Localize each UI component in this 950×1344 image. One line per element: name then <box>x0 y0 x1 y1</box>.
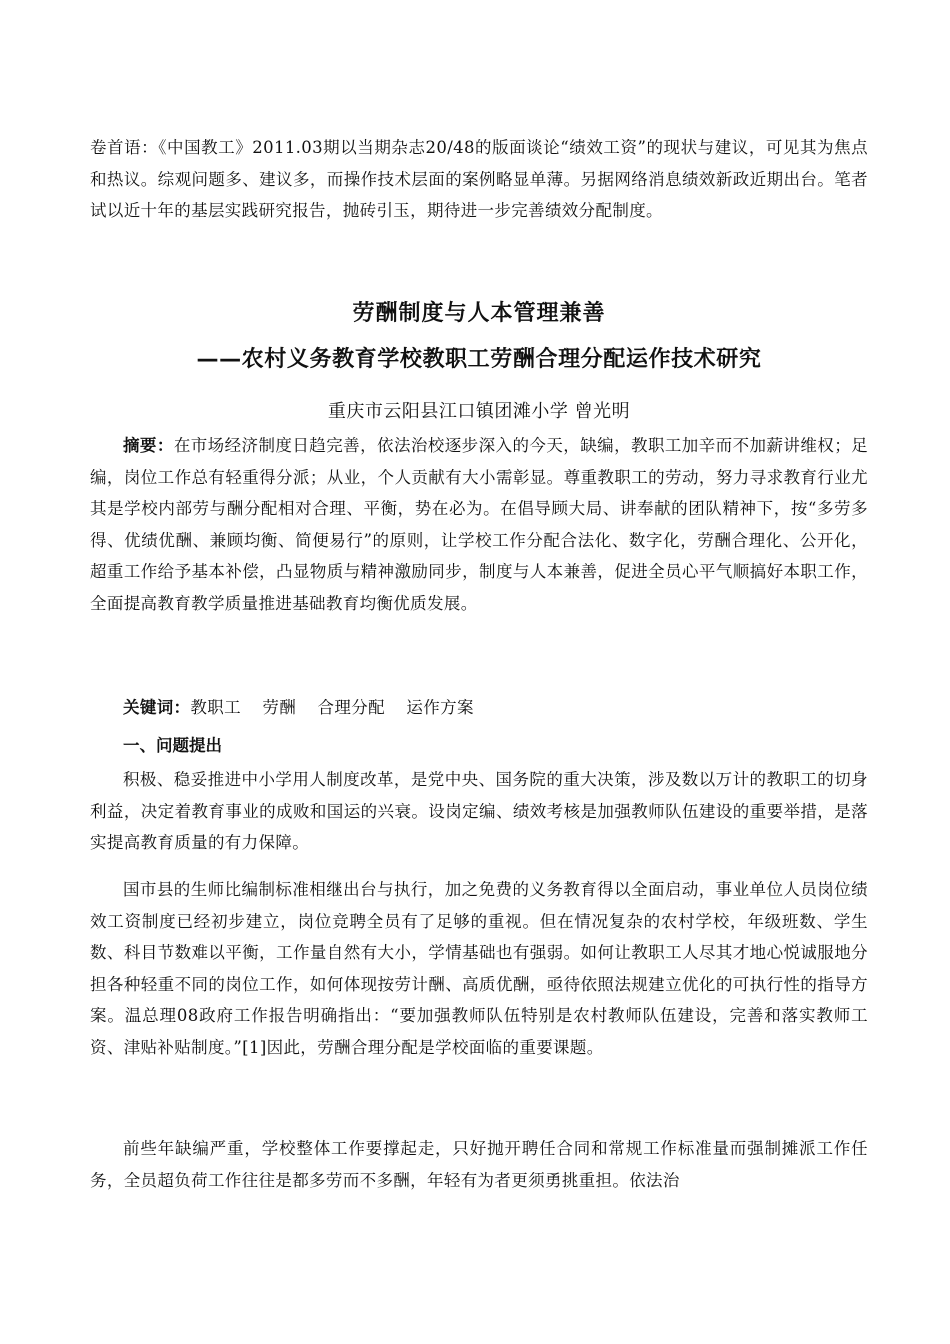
keywords-label: 关键词： <box>123 698 191 717</box>
keyword-item: 教职工 <box>190 698 241 717</box>
keyword-item: 运作方案 <box>406 698 474 717</box>
author-line: 重庆市云阳县江口镇团滩小学 曾光明 <box>327 401 631 422</box>
body-paragraph: 国市县的生师比编制标准相继出台与执行，加之免费的义务教育得以全面启动，事业单位人员岗位绩效工资制度已经初步建立，岗位竞聘全员有了足够的重视。但在情况复杂的农村学校，年级班数、学生数、科目节数难以平衡，工作量自然有大小，学情基础也有强弱。如何让教职工人尽其才地心悦诚服地分担各种轻重不同的岗位工作，如何体现按劳计酬、高质优酬，亟待依照法规建立优化的可执行性的指导方案。温总理08政府工作报告明确指出：“要加强教师队伍特别是农村教师队伍建设，完善和落实教师工资、津贴补贴制度。”[1]因此，劳酬合理分配是学校面临的重要课题。 <box>90 880 868 1057</box>
article-title: 劳酬制度与人本管理兼善 <box>352 301 606 326</box>
body-paragraph: 积极、稳妥推进中小学用人制度改革，是党中央、国务院的重大决策，涉及数以万计的教职工的切身利益，决定着教育事业的成败和国运的兴衰。设岗定编、绩效考核是加强教师队伍建设的重要举措，是落实提高教育质量的有力保障。 <box>90 770 868 852</box>
keyword-item: 劳酬 <box>262 698 297 717</box>
section-heading: 一、问题提出 <box>123 736 222 755</box>
abstract-text: 在市场经济制度日趋完善，依法治校逐步深入的今天，缺编，教职工加辛而不加薪讲维权；足编，岗位工作总有轻重得分派；从业，个人贡献有大小需彰显。尊重教职工的劳动，努力寻求教育行业尤其是学校内部劳与酬分配相对合理、平衡，势在必为。在倡导顾大局、讲奉献的团队精神下，按“多劳多得、优绩优酬、兼顾均衡、简便易行”的原则，让学校工作分配合法化、数字化，劳酬合理化、公开化，超重工作给予基本补偿，凸显物质与精神激励同步，制度与人本兼善，促进全员心平气顺搞好本职工作，全面提高教育教学质量推进基础教育均衡优质发展。 <box>90 436 868 613</box>
article-subtitle: ——农村义务教育学校教职工劳酬合理分配运作技术研究 <box>196 347 762 372</box>
preface-paragraph: 卷首语：《中国教工》2011.03期以当期杂志20/48的版面谈论“绩效工资”的现状与建议，可见其为焦点和热议。综观问题多、建议多，而操作技术层面的案例略显单薄。另据网络消息绩效新政近期出台。笔者试以近十年的基层实践研究报告，抛砖引玉，期待进一步完善绩效分配制度。 <box>90 138 868 220</box>
keywords-line <box>90 692 868 724</box>
keyword-item: 合理分配 <box>317 698 385 717</box>
abstract-label: 摘要： <box>123 436 174 455</box>
body-paragraph: 前些年缺编严重，学校整体工作要撑起走，只好抛开聘任合同和常规工作标准量而强制摊派工作任务，全员超负荷工作往往是都多劳而不多酬，年轻有为者更须勇挑重担。依法治 <box>90 1139 868 1190</box>
abstract-paragraph <box>90 430 868 619</box>
